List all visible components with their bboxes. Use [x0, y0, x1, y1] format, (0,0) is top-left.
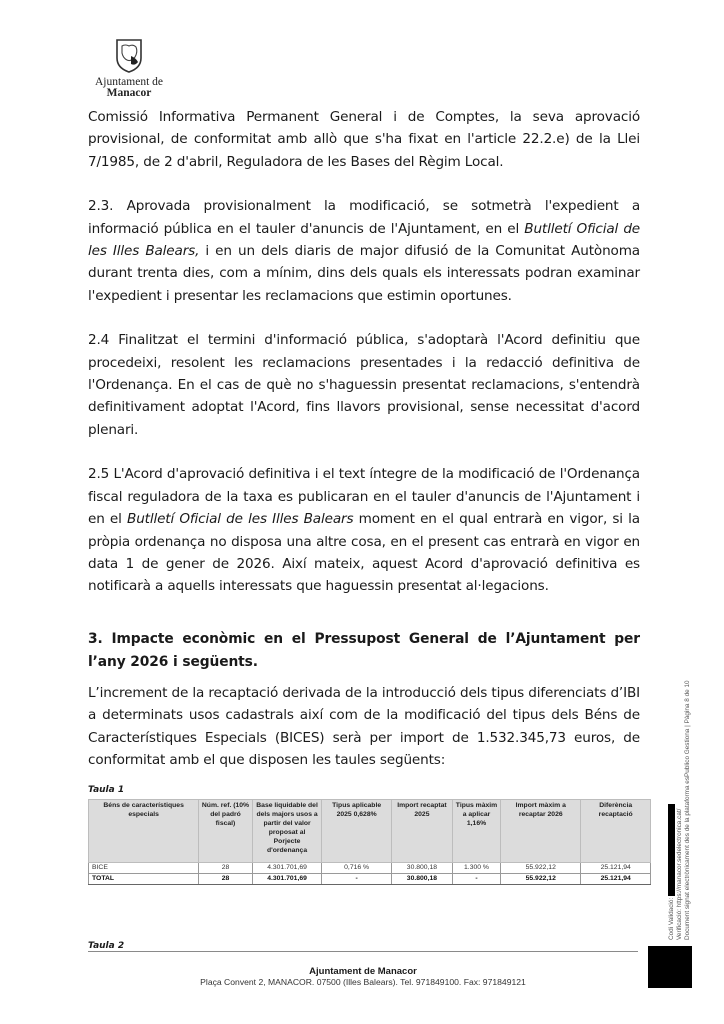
footer-org-name: Ajuntament de Manacor [309, 966, 417, 977]
paragraph-2-5: 2.5 L'Acord d'aprovació definitiva i el text íntegre de la modificació de l'Ordenança fiscal reguladora de la taxa es publicaran en el tauler d'anuncis de l'Ajuntament i en el Butlletí Oficial de les Illes Balears moment en el qual entrarà en vigor, si la pròpia ordenança no disposa una altre cosa, en el present cas entrarà en vigor en data 1 de gener de 2026. Així mateix, aquest Acord d'aprovació definitiva es notificarà a aquells interessats que haguessin presentat al·legacions. [88, 466, 640, 595]
paragraph-economic-impact: L’increment de la recaptació derivada de la introducció dels tipus diferenciats d’IBI a determinats usos cadastrals així com de la modificació del tipus dels Béns de Característiques Especials (BICES) serà per import de 1.532.345,73 euros, de conformitat amb el que disposen les taules següents: [88, 684, 640, 768]
section-3-heading: 3. Impacte econòmic en el Pressupost General de l’Ajuntament per l’any 2026 i següents. [88, 630, 640, 670]
table-total-row: TOTAL 28 4.301.701,69 - 30.800,18 - 55.922,12 25.121,94 [89, 874, 651, 885]
footer-divider [88, 951, 638, 952]
col-header-import-2025: Import recaptat 2025 [391, 800, 452, 863]
table-1 [88, 799, 651, 885]
bulletin-title: Butlletí Oficial de les Illes Balears, [88, 220, 641, 260]
validation-code-line: Codi Validació: [668, 635, 676, 940]
col-header-tipus-maxim: Tipus màxim a aplicar 1,16% [452, 800, 500, 863]
col-header-import-2026: Import màxim a recaptar 2026 [501, 800, 581, 863]
org-name-line2: Manacor [106, 87, 152, 99]
document-body [88, 106, 640, 955]
col-header-diferencia: Diferència recaptació [581, 800, 651, 863]
verification-url[interactable]: Verificació: https://manacor.sedelectronica.cat/ [676, 808, 684, 940]
col-header-base-liquidable: Base liquidable del dels majors usos a partir del valor proposat al Porjecte d'ordenança [252, 800, 322, 863]
col-header-num-ref: Núm. ref. (10% del padró fiscal) [199, 800, 253, 863]
paragraph-commission: Comissió Informativa Permanent General i de Comptes, la seva aprovació provisional, de conformitat amb allò que s'ha fixat en l'article 22.2.e) de la Llei 7/1985, de 2 d'abril, Reguladora de les Bases del Règim Local. [88, 109, 640, 170]
municipal-crest-icon [109, 38, 149, 74]
col-header-tipus-2025: Tipus aplicable 2025 0,628% [322, 800, 392, 863]
footer-address: Plaça Convent 2, MANACOR. 07500 (Illes Balears). Tel. 971849100. Fax: 971849121 [200, 977, 526, 987]
validation-margin [668, 635, 702, 940]
table-1-caption: Taula 1 [88, 785, 125, 796]
bulletin-title: Butlletí Oficial de les Illes Balears [127, 511, 354, 528]
table-header-row [89, 800, 651, 863]
table-row: BICE 28 4.301.701,69 0,716 % 30.800,18 1.300 % 55.922,12 25.121,94 [89, 863, 651, 874]
redacted-code [668, 804, 675, 896]
page-footer [88, 966, 638, 988]
qr-code-icon [648, 946, 692, 988]
paragraph-2-4: 2.4 Finalitzat el termini d'informació pública, s'adoptarà l'Acord definitiu que procedeixi, resolent les reclamacions presentades i la redacció definitiva de l'Ordenança. En el cas de què no s'haguessin presentat reclamacions, s'entendrà definitivament adoptat l'Acord, fins llavors provisional, sense necessitat d'acord plenari. [88, 332, 640, 438]
col-header-bens: Béns de característiques especials [89, 800, 199, 863]
municipal-logo [74, 38, 184, 99]
table-2-caption: Taula 2 [88, 941, 125, 952]
org-name-line1: Ajuntament de [94, 76, 164, 88]
signature-page-info: Document signat electrònicament des de la plataforma esPublico Gestiona | Pàgina 8 de 10 [684, 680, 692, 940]
paragraph-2-3: 2.3. Aprovada provisionalment la modificació, se sotmetrà l'expedient a informació pública en el tauler d'anuncis de l'Ajuntament, en el Butlletí Oficial de les Illes Balears, i en un dels diaris de major difusió de la Comunitat Autònoma durant trenta dies, com a mínim, dins dels quals els interessats podran examinar l'expedient i presentar les reclamacions que estimin oportunes. [88, 198, 641, 304]
